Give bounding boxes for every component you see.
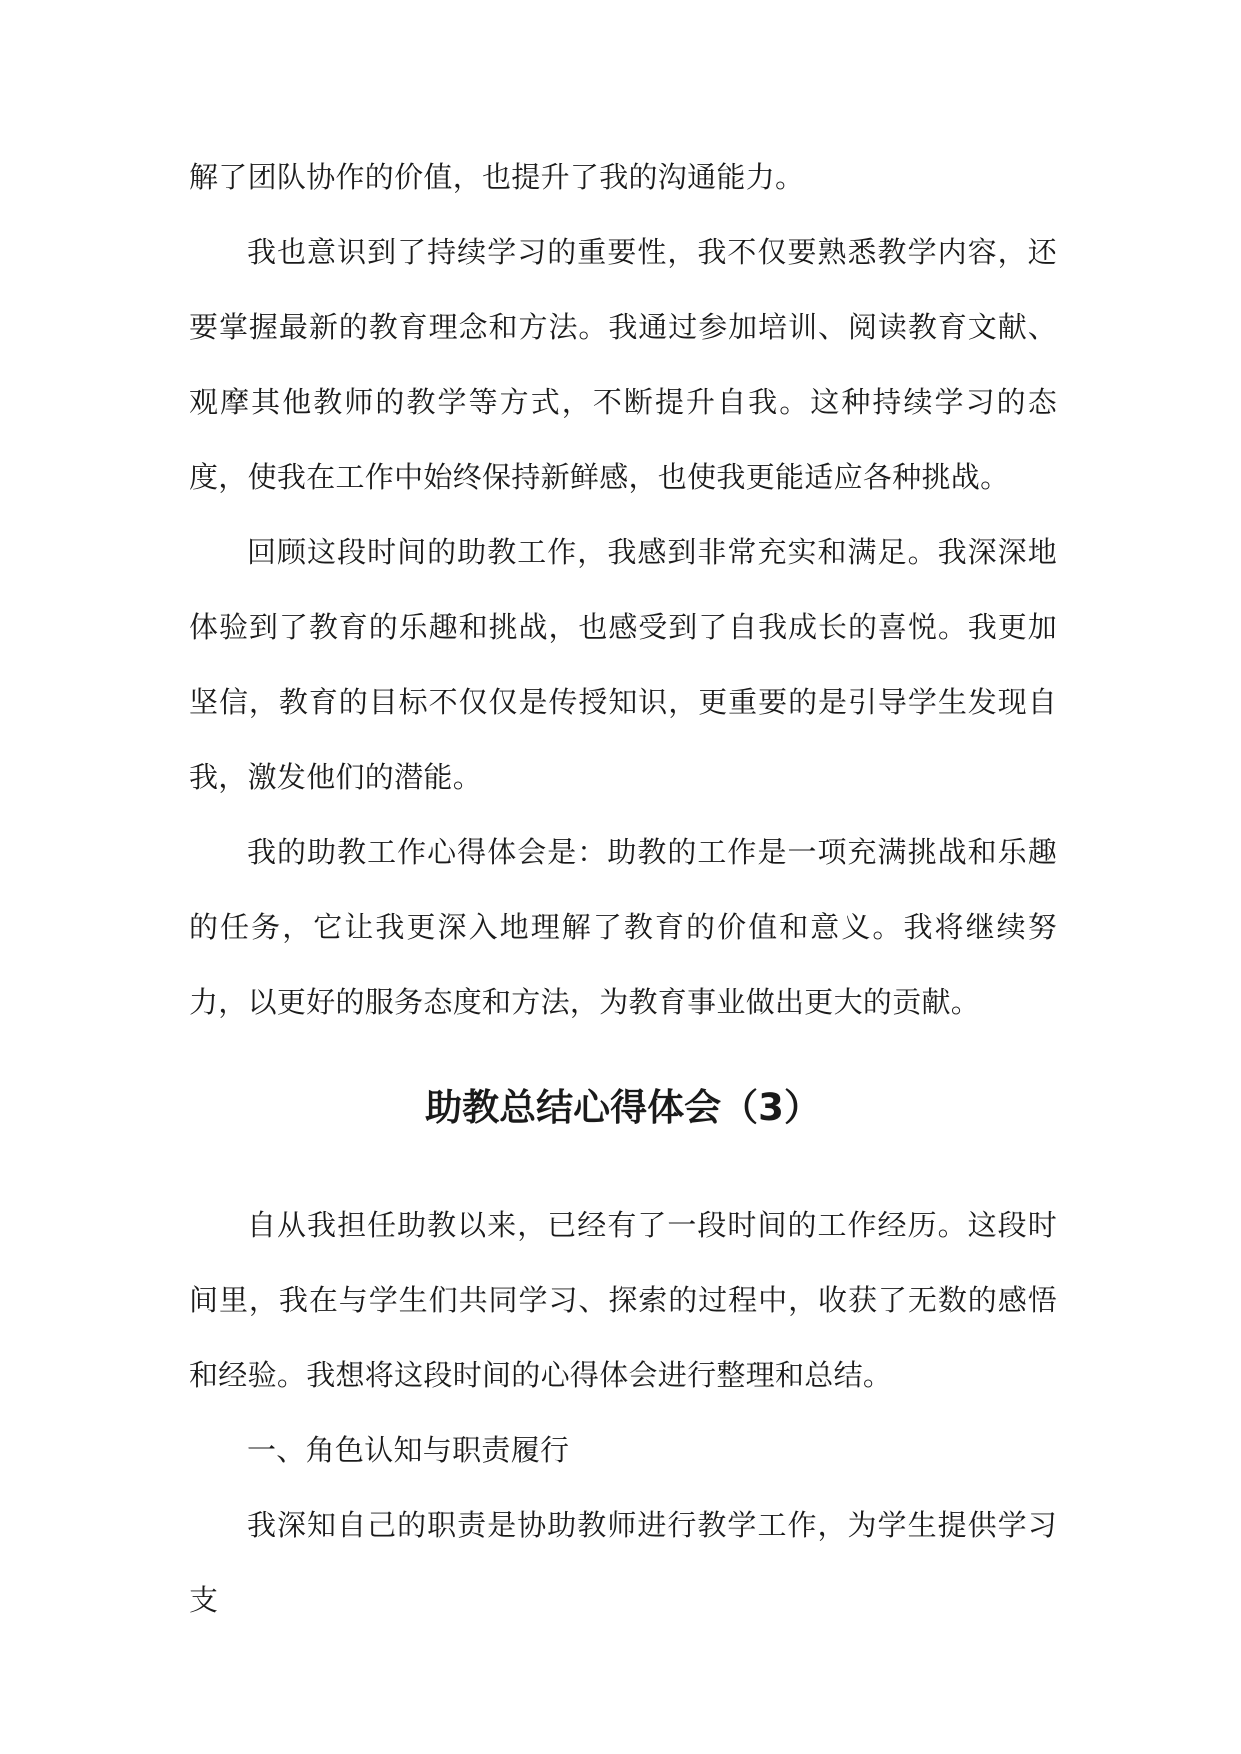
section-title: 助教总结心得体会（3） <box>425 1086 821 1129</box>
paragraph-review: 回顾这段时间的助教工作，我感到非常充实和满足。我深深地体验到了教育的乐趣和挑战，也感受到了自我成长的喜悦。我更加坚信，教育的目标不仅仅是传授知识，更重要的是引导学生发现自我，激发他们的潜能。 <box>189 535 1057 794</box>
document-page <box>189 140 1057 1638</box>
subheading-role: 一、角色认知与职责履行 <box>247 1433 570 1467</box>
paragraph-intro: 自从我担任助教以来，已经有了一段时间的工作经历。这段时间里，我在与学生们共同学习、探索的过程中，收获了无数的感悟和经验。我想将这段时间的心得体会进行整理和总结。 <box>189 1208 1057 1392</box>
paragraph-continuation: 解了团队协作的价值，也提升了我的沟通能力。 <box>189 160 805 194</box>
paragraph-continuous-learning: 我也意识到了持续学习的重要性，我不仅要熟悉教学内容，还要掌握最新的教育理念和方法。我通过参加培训、阅读教育文献、观摩其他教师的教学等方式，不断提升自我。这种持续学习的态度，使我在工作中始终保持新鲜感，也使我更能适应各种挑战。 <box>189 235 1057 494</box>
paragraph-summary: 我的助教工作心得体会是：助教的工作是一项充满挑战和乐趣的任务，它让我更深入地理解了教育的价值和意义。我将继续努力，以更好的服务态度和方法，为教育事业做出更大的贡献。 <box>189 835 1057 1019</box>
paragraph-duty: 我深知自己的职责是协助教师进行教学工作，为学生提供学习支 <box>189 1508 1057 1617</box>
